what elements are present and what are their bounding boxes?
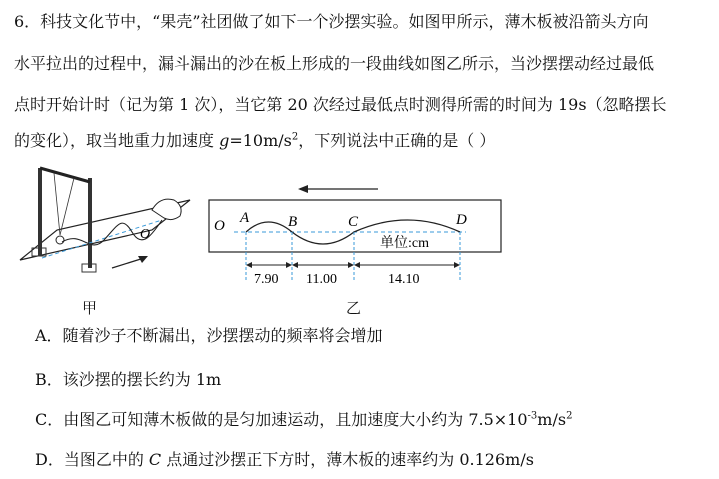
point-d-label: D	[456, 212, 467, 228]
segment-bc-label: 11.00	[306, 272, 337, 287]
option-a: A．随着沙子不断漏出，沙摆摆动的频率将会增加	[35, 326, 383, 345]
option-c-exp1: -3	[527, 410, 538, 422]
figure-a-caption: 甲	[82, 299, 98, 317]
gravity-symbol: g	[219, 131, 230, 150]
figure-b-trace	[208, 180, 503, 290]
point-c-label: C	[348, 214, 359, 230]
option-b: B．该沙摆的摆长约为 1m	[35, 370, 222, 389]
option-d-text-a: D．当图乙中的	[35, 450, 149, 469]
option-d-point-c: C	[148, 450, 162, 469]
figure-b-label-o: O	[214, 218, 225, 234]
gravity-exponent: 2	[291, 131, 299, 143]
question-line-4a: 的变化），取当地重力加速度	[14, 131, 220, 150]
figure-a-apparatus	[12, 160, 197, 285]
gravity-value: =10m/s	[229, 131, 292, 150]
segment-ab-label: 7.90	[254, 272, 279, 287]
question-line-1: 6．科技文化节中，“果壳”社团做了如下一个沙摆实验。如图甲所示，薄木板被沿箭头方向	[14, 12, 649, 31]
option-c-unit: m/s	[537, 410, 567, 429]
option-d	[35, 450, 534, 470]
point-b-label: B	[288, 214, 298, 230]
option-c-exp2: 2	[566, 410, 573, 422]
figure-a-label-o: O	[140, 227, 151, 242]
unit-label: 单位:cm	[380, 236, 429, 251]
question-line-3: 点时开始计时（记为第 1 次），当它第 20 次经过最低点时测得所需的时间为 19s（忽略摆长	[14, 95, 667, 114]
point-a-label: A	[240, 210, 250, 226]
question-line-4	[14, 131, 495, 151]
question-line-2: 水平拉出的过程中，漏斗漏出的沙在板上形成的一段曲线如图乙所示，当沙摆摆动经过最低	[14, 54, 655, 73]
segment-cd-label: 14.10	[388, 272, 420, 287]
question-line-4c: ，下列说法中正确的是（ ）	[298, 131, 496, 150]
option-c-text: C．由图乙可知薄木板做的是匀加速运动，且加速度大小约为 7.5×10	[35, 410, 528, 429]
option-d-text-b: 点通过沙摆正下方时，薄木板的速率约为 0.126m/s	[161, 450, 534, 469]
option-c	[35, 410, 572, 430]
figure-b-caption: 乙	[346, 299, 362, 317]
